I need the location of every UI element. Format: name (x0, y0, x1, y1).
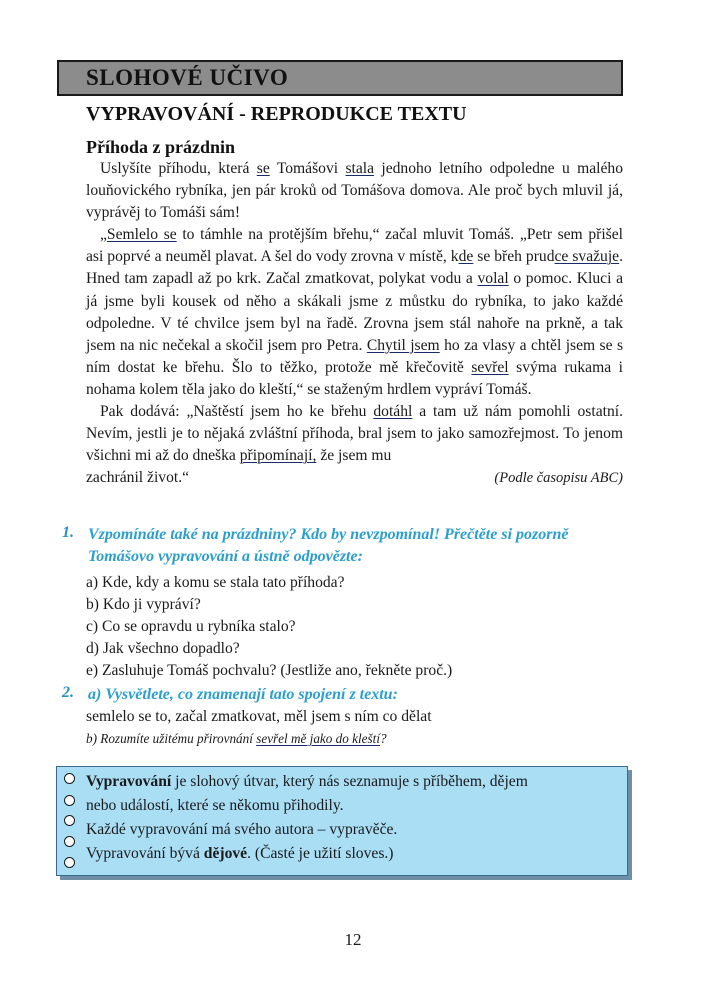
info-text (86, 770, 621, 866)
circle-bullet-icon (64, 857, 75, 868)
circle-bullet-icon (64, 795, 75, 806)
story-paragraph-3: Pak dodává: „Naštěstí jsem ho ke břehu dotáhl a tam už nám pomohli ostatní. Nevím, jestli je to nějaká zvláštní příhoda, bral jsem to jako samozřejmost. To jenom všichni mi až do dneška připomínají, že jsem mu (86, 403, 623, 465)
task-1-number: 1. (62, 524, 74, 541)
info-line-4: Vypravování bývá dějové. (Časté je užití sloves.) (86, 845, 394, 862)
task-1-question: Vzpomínáte také na prázdniny? Kdo by nevzpomínal! Přečtěte si pozorně Tomášovo vypravování a ústně odpovězte: (88, 526, 569, 565)
task-2-question-b: b) Rozumíte užitému přirovnání sevřel mě jako do kleští? (86, 731, 387, 746)
story-paragraph-2: „Semlelo se to támhle na protějším břehu,“ začal mluvit Tomáš. „Petr sem přišel asi poprvé a neuměl plavat. A šel do vody zrovna v místě, kde se břeh prudce svažuje. Hned tam zapadl až po krk. Začal zmatkovat, polykat vodu a volal o pomoc. Kluci a já jsme byli kousek od něho a skákali jsme z můstku do rybníka, to jako každé odpoledne. V té chvilce jsem byl na řadě. Zrovna jsem stál nahoře na prkně, a tak jsem na nic nečekal a skočil jsem pro Petra. Chytil jsem ho za vlasy a chtěl jsem se s ním dostat ke břehu. Šlo to těžko, protože mě křečovitě sevřel svýma rukama i nohama kolem těla jako do kleští,“ se staženým hrdlem vypráví Tomáš. (86, 226, 624, 398)
list-item: a) Kde, kdy a komu se stala tato příhoda? (86, 574, 345, 591)
underlined-word: Semlelo se (106, 226, 177, 244)
task-2-number: 2. (62, 684, 74, 701)
underlined-word: dotáhl (373, 403, 413, 421)
page-number: 12 (344, 930, 362, 949)
story-title: Příhoda z prázdnin (86, 137, 236, 157)
info-line-2: nebo událostí, které se někomu přihodily. (86, 797, 344, 814)
info-line-3: Každé vypravování má svého autora – vypravěče. (86, 821, 398, 838)
story-text (86, 158, 623, 489)
section-title: SLOHOVÉ UČIVO (86, 65, 289, 90)
underlined-phrase: sevřel mě jako do kleští (256, 731, 380, 746)
underlined-word: volal (477, 270, 509, 288)
underlined-word: sevřel (471, 358, 509, 376)
underlined-word: ce svažuje (554, 248, 620, 266)
task-1-questions (86, 572, 632, 682)
circle-bullet-icon (64, 773, 75, 784)
task-2-phrases: semlelo se to, začal zmatkovat, měl jsem s ním co dělat (86, 708, 432, 725)
circle-bullet-icon (64, 836, 75, 847)
story-source: (Podle časopisu ABC) (494, 470, 623, 487)
underlined-word: se (256, 160, 270, 177)
list-item: e) Zasluhuje Tomáš pochvalu? (Jestliže ano, řekněte proč.) (86, 662, 453, 680)
chapter-subtitle: VYPRAVOVÁNÍ - REPRODUKCE TEXTU (86, 103, 467, 125)
task-2 (62, 684, 632, 750)
underlined-word: stala (345, 160, 375, 177)
underlined-word: Chytil jsem (366, 336, 440, 354)
task-1 (62, 524, 632, 682)
info-line-1: Vypravování je slohový útvar, který nás seznamuje s příběhem, dějem (86, 773, 528, 790)
task-2-question-a: a) Vysvětlete, co znamenají tato spojení z textu: (88, 686, 398, 703)
underlined-word: de (458, 248, 474, 266)
list-item: b) Kdo ji vypráví? (86, 596, 201, 614)
circle-bullet-icon (64, 815, 75, 826)
list-item: d) Jak všechno dopadlo? (86, 640, 240, 658)
story-closing-line: zachránil život.“ (Podle časopisu ABC) (86, 467, 623, 489)
underlined-word: připomínají, (239, 447, 317, 465)
list-item: c) Co se opravdu u rybníka stalo? (86, 618, 296, 636)
story-paragraph-1: Uslyšíte příhodu, která se Tomášovi stala jednoho letního odpoledne u malého louňovického rybníka, jen pár kroků od Tomášova domova. Ale proč bych mluvil já, vyprávěj to Tomáši sám! (86, 160, 623, 222)
